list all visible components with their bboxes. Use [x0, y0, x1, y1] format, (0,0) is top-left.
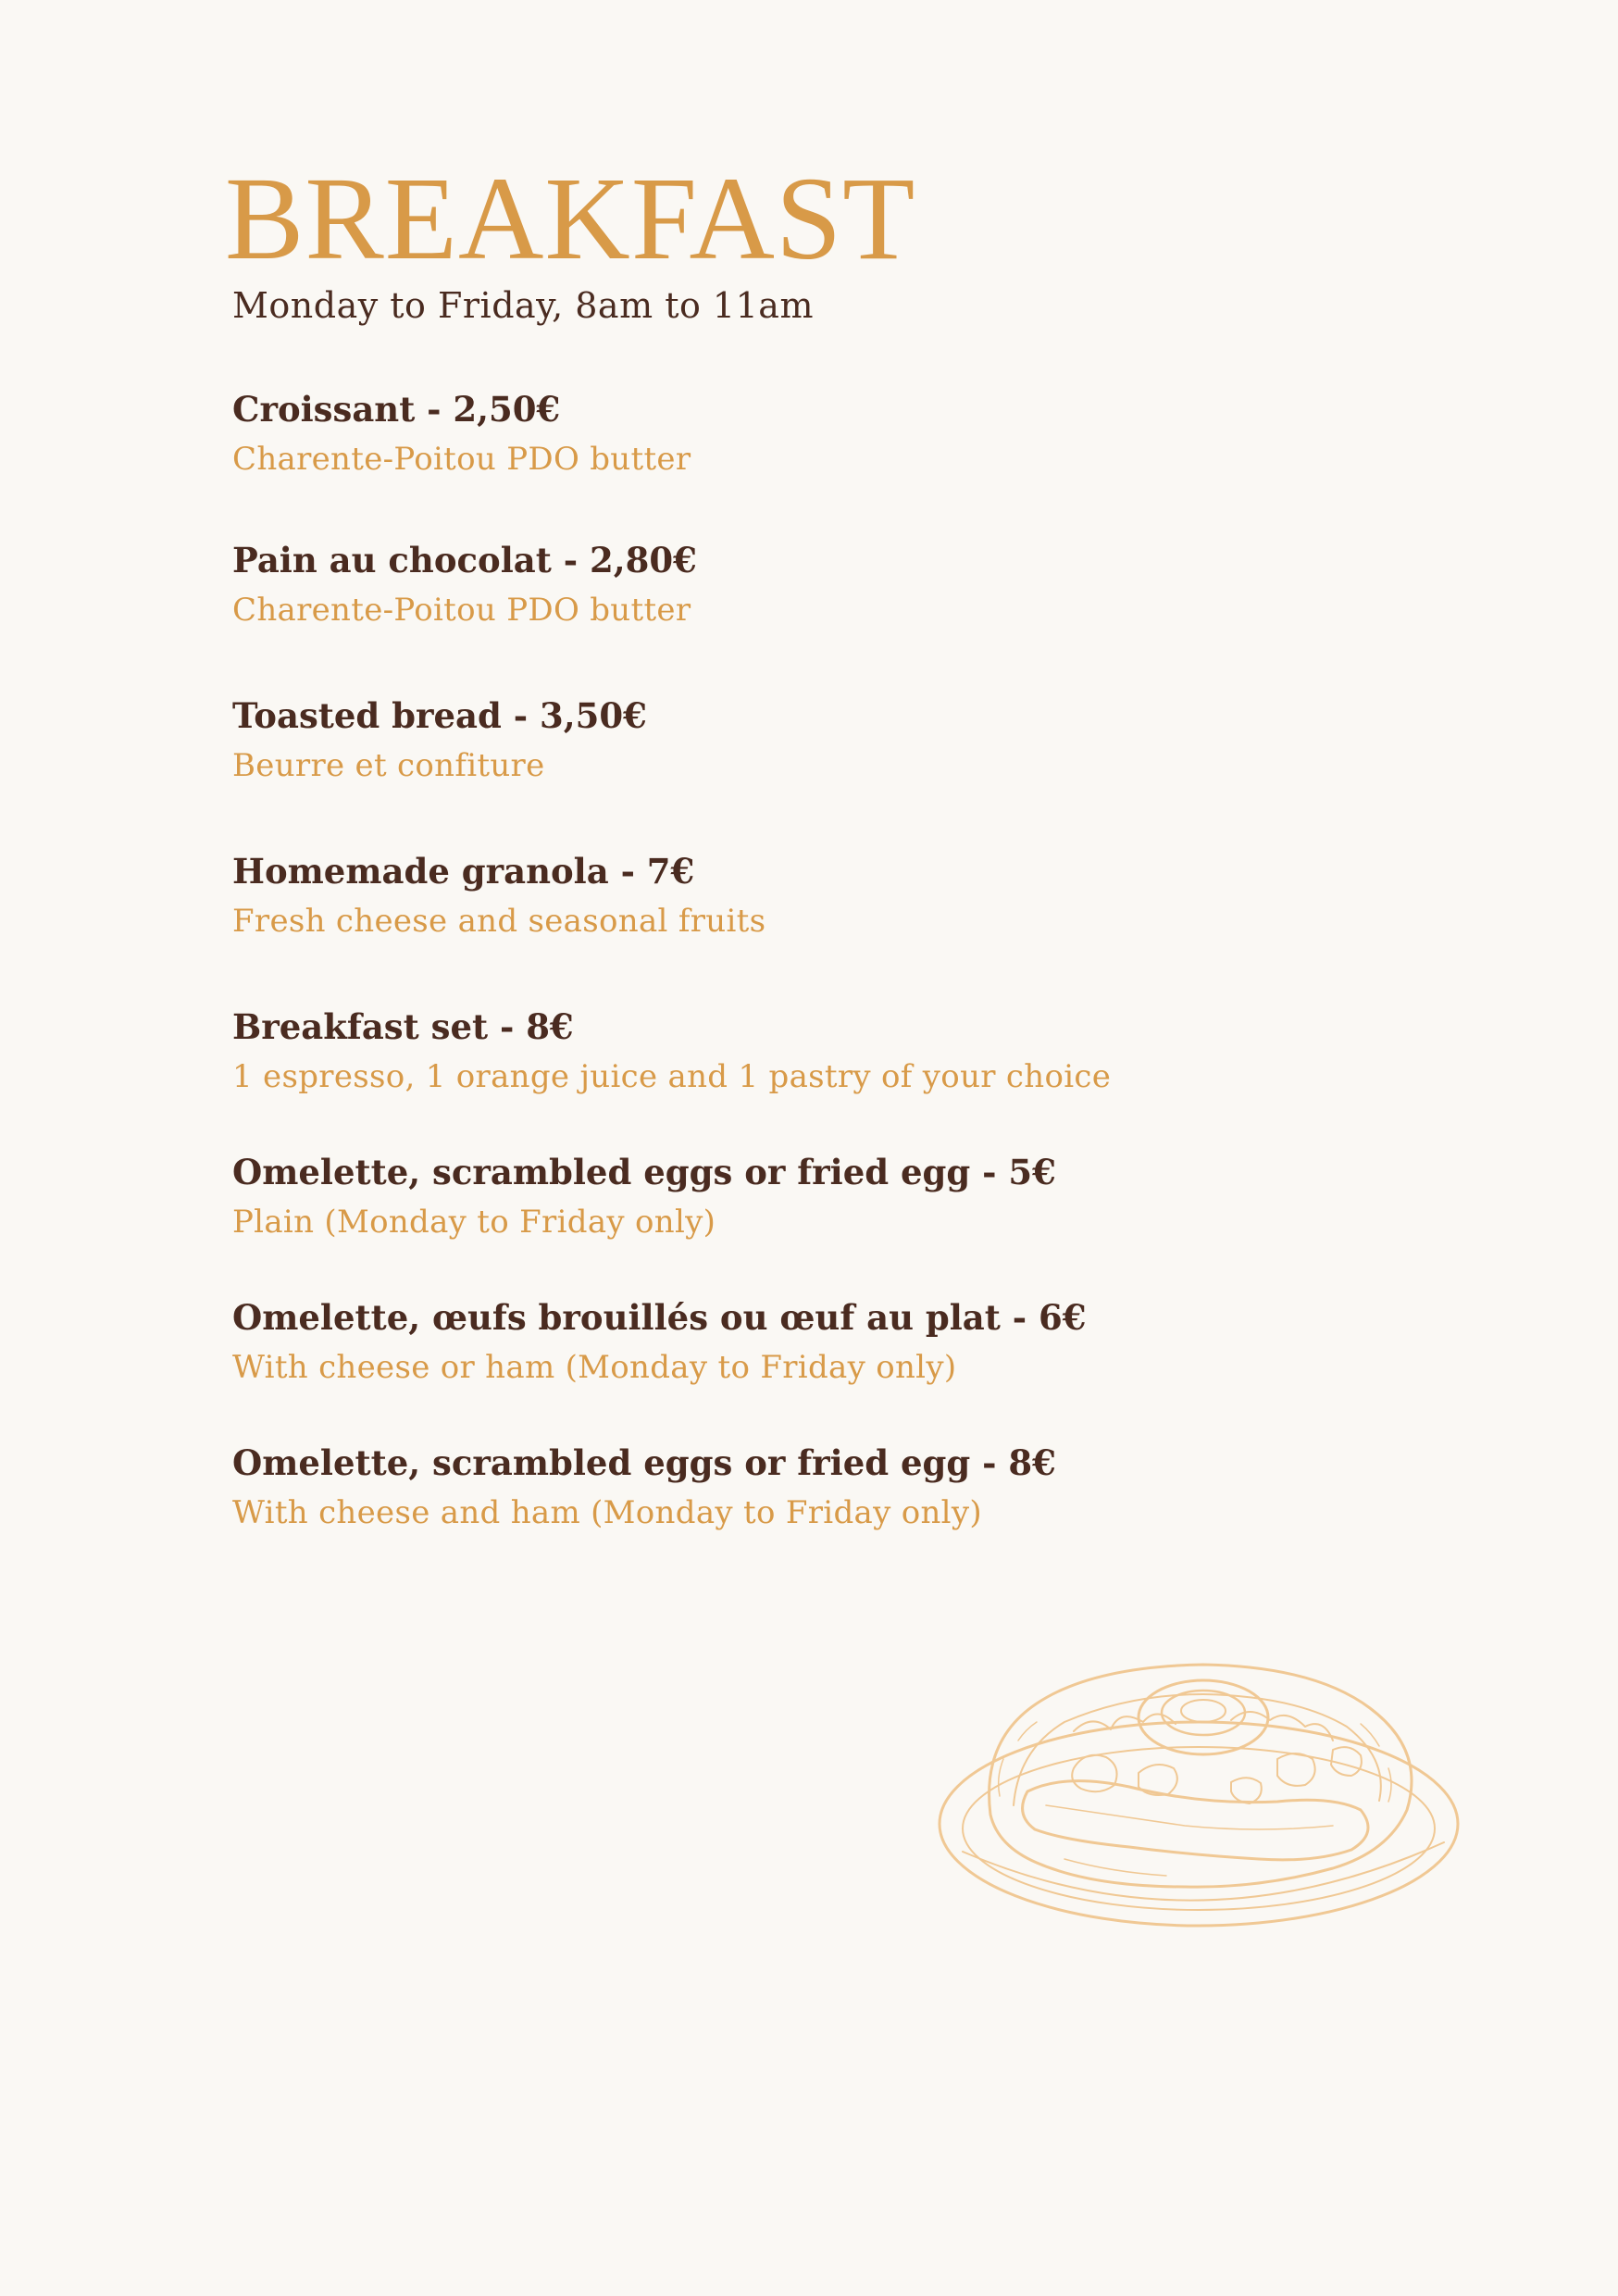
menu-item — [232, 1006, 1111, 1096]
menu-item-description: 1 espresso, 1 orange juice and 1 pastry of your choice — [232, 1058, 1112, 1096]
menu-item-description: Plain (Monday to Friday only) — [232, 1204, 716, 1242]
plate-outer — [940, 1722, 1458, 1926]
menu-item-name: Croissant - 2,50€ — [232, 389, 561, 430]
menu-item-description: Charente-Poitou PDO butter — [232, 592, 691, 630]
menu-item-description: Fresh cheese and seasonal fruits — [232, 903, 766, 941]
menu-title: BREAKFAST — [225, 153, 916, 284]
menu-item-name: Omelette, scrambled eggs or fried egg - 8€ — [232, 1442, 1056, 1483]
sausage — [1023, 1781, 1368, 1860]
menu-item — [232, 851, 765, 941]
menu-item-description: Charente-Poitou PDO butter — [232, 441, 691, 479]
menu-item-name: Homemade granola - 7€ — [232, 851, 695, 892]
menu-item-name: Breakfast set - 8€ — [232, 1006, 574, 1047]
breakfast-dish-illustration-icon — [926, 1620, 1472, 1972]
menu-item-name: Toasted bread - 3,50€ — [232, 695, 647, 736]
menu-item — [232, 1152, 1056, 1242]
menu-item — [232, 389, 691, 479]
menu-item — [232, 695, 647, 785]
menu-item — [232, 540, 697, 630]
menu-item-description: Beurre et confiture — [232, 747, 545, 785]
menu-item — [232, 1297, 1086, 1387]
menu-item-description: With cheese or ham (Monday to Friday only) — [232, 1349, 957, 1387]
menu-item-name: Pain au chocolat - 2,80€ — [232, 540, 697, 580]
menu-item-description: With cheese and ham (Monday to Friday only) — [232, 1494, 982, 1532]
menu-item — [232, 1442, 1056, 1532]
egg-yolk — [1181, 1700, 1226, 1722]
menu-item-name: Omelette, œufs brouillés ou œuf au plat - 6€ — [232, 1297, 1087, 1338]
menu-item-name: Omelette, scrambled eggs or fried egg - 5€ — [232, 1152, 1056, 1192]
menu-hours: Monday to Friday, 8am to 11am — [232, 285, 814, 326]
